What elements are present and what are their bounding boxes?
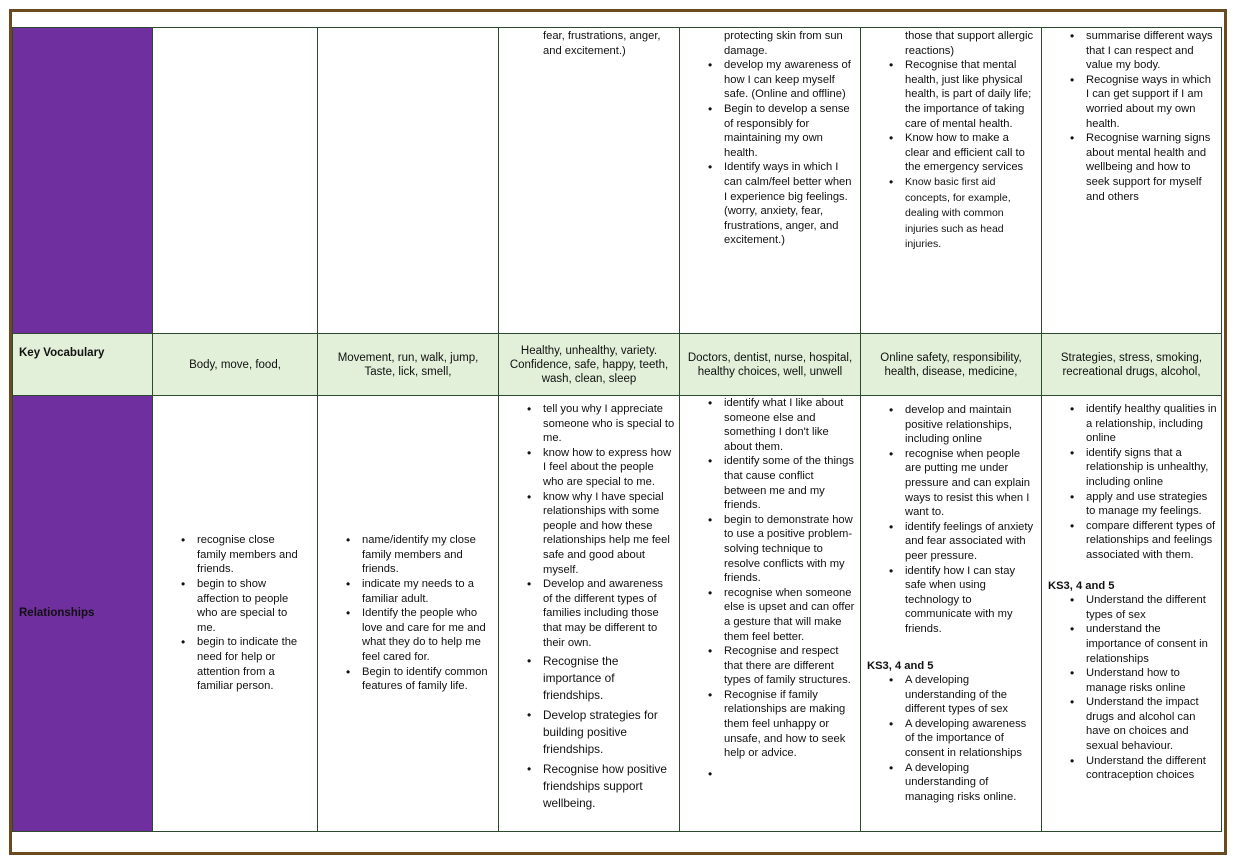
cell-col2 <box>318 28 499 334</box>
list-item: • Begin to identify common features of family life. <box>362 665 494 694</box>
list-item: • identify how I can stay safe when using technology to communicate with my friends. <box>905 564 1035 637</box>
list-item: • Understand the different contraception choices <box>1086 754 1217 783</box>
row-label-cell <box>13 396 153 832</box>
bullet-list <box>1042 593 1221 783</box>
list-item: fear, frustrations, anger, and excitement.) <box>543 30 661 57</box>
list-item: • Identify ways in which I can calm/feel better when I experience big feelings. (worry, anxiety, fear, frustrations, anger, and excitement.) <box>724 160 856 248</box>
vocab-cell: Body, move, food, <box>153 334 318 396</box>
list-item: • Develop and awareness of the different types of families including those that may be different to their own. <box>543 577 675 650</box>
vocab-cell: Doctors, dentist, nurse, hospital, healthy choices, well, unwell <box>680 334 861 396</box>
row-label-cell <box>13 28 153 334</box>
row-label: Relationships <box>19 607 95 620</box>
list-item: • Recognise ways in which I can get support if I am worried about my own health. <box>1086 73 1217 131</box>
list-item: • name/identify my close family members and friends. <box>362 533 494 577</box>
list-item: • identify feelings of anxiety and fear associated with peer pressure. <box>905 520 1035 564</box>
list-item: • Recognise that mental health, just like physical health, is part of daily life; the importance of taking care of mental health. <box>905 58 1035 131</box>
list-item: • Recognise warning signs about mental health and wellbeing and how to seek support for myself and others <box>1086 131 1217 204</box>
list-item: • identify some of the things that cause conflict between me and my friends. <box>724 454 856 512</box>
list-item: • A developing understanding of managing risks online. <box>905 761 1035 805</box>
cell-col6 <box>1042 28 1222 334</box>
bullet-list <box>861 29 1041 253</box>
cell-col3 <box>499 396 680 832</box>
list-item: • A developing understanding of the different types of sex <box>905 673 1035 717</box>
list-item: • identify signs that a relationship is unhealthy, including online <box>1086 446 1217 490</box>
list-item: protecting skin from sun damage. <box>724 30 843 57</box>
list-item: • Know how to make a clear and efficient call to the emergency services <box>905 131 1035 175</box>
curriculum-table <box>12 27 1222 832</box>
list-item: • recognise when someone else is upset and can offer a gesture that will make them feel better. <box>724 586 856 644</box>
relationships-row <box>13 396 1222 832</box>
list-item: • begin to show affection to people who are special to me. <box>197 577 307 635</box>
list-item: • develop and maintain positive relationships, including online <box>905 403 1035 447</box>
list-item: • Understand how to manage risks online <box>1086 666 1217 695</box>
list-item: • identify what I like about someone else and something I don't like about them. <box>724 396 856 454</box>
cell-col4 <box>680 28 861 334</box>
bullet-list <box>861 403 1041 637</box>
list-item: • identify healthy qualities in a relationship, including online <box>1086 402 1217 446</box>
bullet-list <box>680 29 860 248</box>
bullet-list <box>1042 402 1221 563</box>
list-item: • Recognise and respect that there are different types of family structures. <box>724 644 856 688</box>
text-block <box>499 28 679 58</box>
list-item: • indicate my needs to a familiar adult. <box>362 577 494 606</box>
list-item: • Develop strategies for building positive friendships. <box>543 707 675 758</box>
bullet-list <box>499 402 679 812</box>
list-item: • Understand the different types of sex <box>1086 593 1217 622</box>
list-item: • recognise close family members and friends. <box>197 533 307 577</box>
cell-col4 <box>680 396 861 832</box>
list-item <box>724 767 856 781</box>
list-item: • begin to indicate the need for help or attention from a familiar person. <box>197 635 307 693</box>
list-item: • know how to express how I feel about the people who are special to me. <box>543 446 675 490</box>
cell-col1 <box>153 28 318 334</box>
cell-col5 <box>861 28 1042 334</box>
list-item: • A developing awareness of the importance of consent in relationships <box>905 717 1035 761</box>
list-item: • Begin to develop a sense of responsibly for maintaining my own health. <box>724 102 856 160</box>
bullet-list <box>861 673 1041 804</box>
list-item: • tell you why I appreciate someone who is special to me. <box>543 402 675 446</box>
list-item: those that support allergic reactions) <box>905 30 1034 57</box>
list-item: • know why I have special relationships with some people and how these relationships help me feel safe and good about myself. <box>543 490 675 578</box>
list-item: • Know basic first aid concepts, for example, dealing with common injuries such as head injuries. <box>905 175 1035 253</box>
list-item: • Identify the people who love and care for me and what they do to help me feel cared for. <box>362 606 494 664</box>
list-item: • Recognise how positive friendships support wellbeing. <box>543 761 675 812</box>
cell-col1 <box>153 396 318 832</box>
list-item: • develop my awareness of how I can keep myself safe. (Online and offline) <box>724 58 856 102</box>
cell-col2 <box>318 396 499 832</box>
list-item: • apply and use strategies to manage my feelings. <box>1086 490 1217 519</box>
list-item: • begin to demonstrate how to use a positive problem-solving technique to resolve conflicts with my friends. <box>724 513 856 586</box>
list-item: • Recognise the importance of friendships. <box>543 653 675 704</box>
bullet-list <box>680 396 860 781</box>
bullet-list <box>153 533 317 694</box>
health-row <box>13 28 1222 334</box>
bullet-list <box>1042 29 1221 204</box>
vocabulary-row <box>13 334 1222 396</box>
vocab-cell: Online safety, responsibility, health, disease, medicine, <box>861 334 1042 396</box>
vocab-cell: Movement, run, walk, jump, Taste, lick, smell, <box>318 334 499 396</box>
bullet-list <box>318 533 498 694</box>
list-item: • recognise when people are putting me under pressure and can explain ways to resist this when I want to. <box>905 447 1035 520</box>
row-label: Key Vocabulary <box>19 347 105 359</box>
list-item: • summarise different ways that I can respect and value my body. <box>1086 29 1217 73</box>
list-item: • understand the importance of consent in relationships <box>1086 622 1217 666</box>
cell-col3 <box>499 28 680 334</box>
list-item: • compare different types of relationships and feelings associated with them. <box>1086 519 1217 563</box>
vocab-cell: Healthy, unhealthy, variety. Confidence, safe, happy, teeth, wash, clean, sleep <box>499 334 680 396</box>
section-heading: KS3, 4 and 5 <box>867 659 934 672</box>
cell-col6 <box>1042 396 1222 832</box>
list-item: • Understand the impact drugs and alcohol can have on choices and sexual behaviour. <box>1086 695 1217 753</box>
list-item: • Recognise if family relationships are making them feel unhappy or unsafe, and how to seek help or advice. <box>724 688 856 761</box>
row-label-cell <box>13 334 153 396</box>
section-heading: KS3, 4 and 5 <box>1048 579 1115 592</box>
cell-col5 <box>861 396 1042 832</box>
vocab-cell: Strategies, stress, smoking, recreational drugs, alcohol, <box>1042 334 1222 396</box>
